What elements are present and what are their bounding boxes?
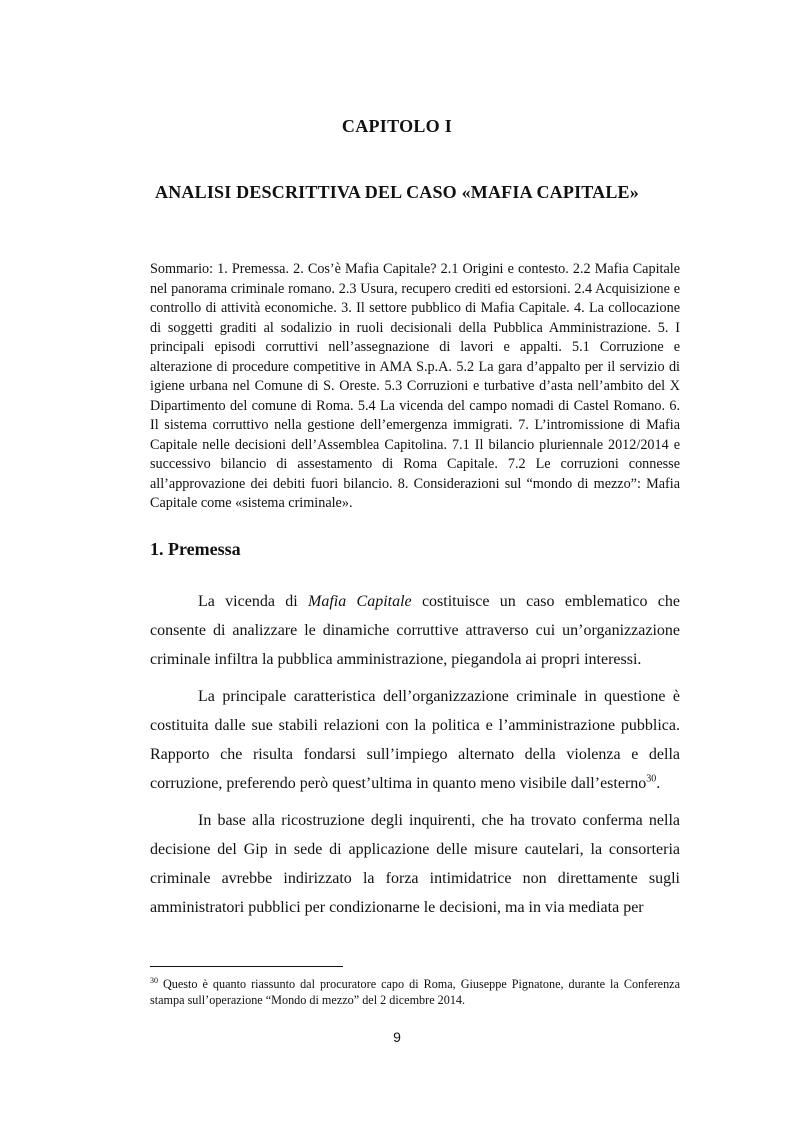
paragraph-2 — [150, 682, 680, 798]
chapter-summary: Sommario: 1. Premessa. 2. Cos’è Mafia Capitale? 2.1 Origini e contesto. 2.2 Mafia Capitale nel panorama criminale romano. 2.3 Usura, recupero crediti ed estorsioni. 2.4 Acquisizione e controllo di attività economiche. 3. Il settore pubblico di Mafia Capitale. 4. La collocazione di soggetti graditi al sodalizio in ruoli decisionali della Pubblica Amministrazione. 5. I principali episodi corruttivi nell’assegnazione di lavori e appalti. 5.1 Corruzione e alterazione di procedure competitive in AMA S.p.A. 5.2 La gara d’appalto per il servizio di igiene urbana nel Comune di S. Oreste. 5.3 Corruzioni e turbative d’asta nell’ambito del X Dipartimento del comune di Roma. 5.4 La vicenda del campo nomadi di Castel Romano. 6. Il sistema corruttivo nella gestione dell’emergenza immigrati. 7. L’intromissione di Mafia Capitale nelle decisioni dell’Assemblea Capitolina. 7.1 Il bilancio pluriennale 2012/2014 e successivo bilancio di assestamento di Roma Capitale. 7.2 Le corruzioni connesse all’approvazione dei debiti fuori bilancio. 8. Considerazioni sul “mondo di mezzo”: Mafia Capitale come «sistema criminale». — [150, 261, 680, 511]
italic-term: Mafia Capitale — [308, 593, 412, 610]
section-body — [150, 587, 680, 930]
paragraph-1 — [150, 587, 680, 674]
footnote-number: 30 — [150, 975, 158, 985]
footnote-text: Questo è quanto riassunto dal procuratore capo di Roma, Giuseppe Pignatone, durante la Conferenza stampa sull’operazione “Mondo di mezzo” del 2 dicembre 2014. — [150, 977, 680, 1007]
paragraph-2-end: . — [656, 775, 661, 792]
paragraph-1-start: La vicenda di — [198, 593, 308, 610]
chapter-label: CAPITOLO I — [341, 116, 453, 136]
paragraph-3-text: In base alla ricostruzione degli inquirenti, che ha trovato conferma nella decisione del Gip in sede di applicazione delle misure cautelari, la consorteria criminale avrebbe indirizzato la forza intimidatrice non direttamente sugli amministratori pubblici per condizionarne le decisioni, ma in via mediata per — [150, 812, 680, 916]
chapter-title: ANALISI DESCRITTIVA DEL CASO «MAFIA CAPITALE» — [155, 182, 639, 202]
section-heading: 1. Premessa — [150, 539, 241, 559]
footnote — [150, 976, 680, 1008]
paragraph-3 — [150, 806, 680, 922]
paragraph-1-end: costituisce un caso emblematico che consente di analizzare le dinamiche corruttive attraverso cui un’organizzazione criminale infiltra la pubblica amministrazione, piegandola ai propri interessi. — [150, 593, 680, 668]
footnote-divider — [150, 966, 343, 967]
paragraph-2-text: La principale caratteristica dell’organizzazione criminale in questione è costituita dalle sue stabili relazioni con la politica e l’amministrazione pubblica. Rapporto che risulta fondarsi sull’impiego alternato della violenza e della corruzione, preferendo però quest’ultima in quanto meno visibile dall’esterno — [150, 688, 680, 792]
footnote-reference[interactable]: 30 — [646, 773, 657, 785]
page-number: 9 — [393, 1029, 401, 1045]
